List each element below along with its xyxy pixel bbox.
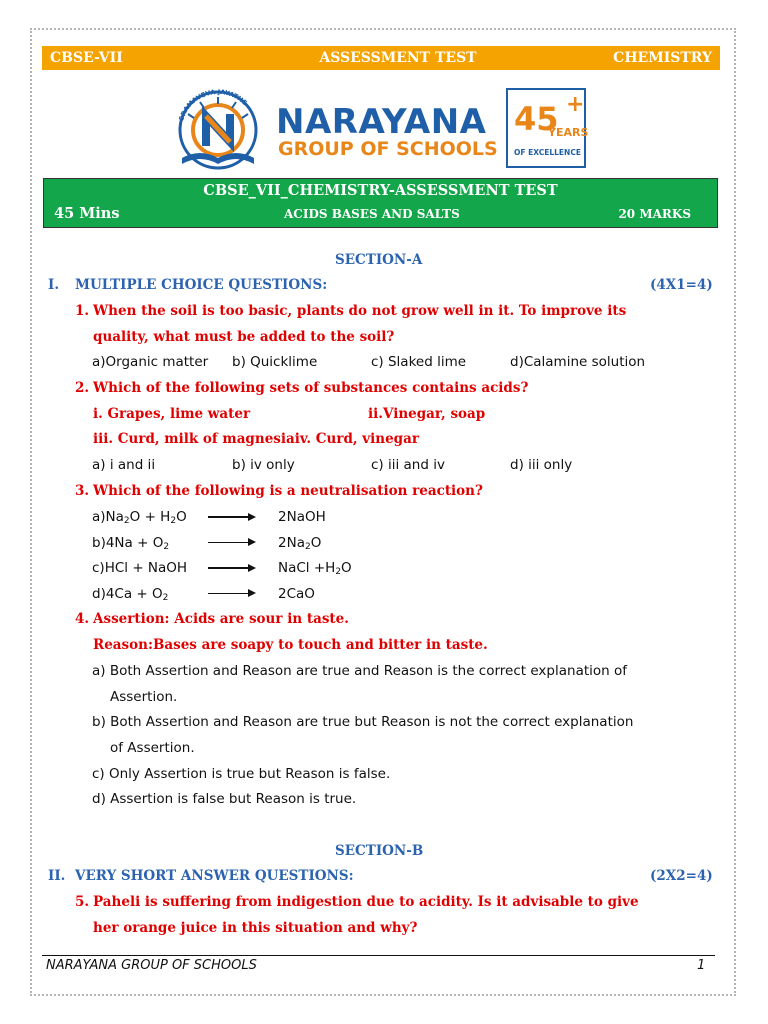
q4-option-b-line2: of Assertion. (110, 740, 195, 756)
reaction-lhs-a: 4Ca + O (105, 585, 163, 602)
q4-reason: Reason:Bases are soapy to touch and bitter in taste. (93, 637, 488, 653)
q3-text: Which of the following is a neutralisation reaction? (93, 483, 483, 499)
reaction-rhs-a: NaCl +H (278, 560, 336, 576)
q3-number: 3. (75, 483, 90, 499)
test-marks: 20 MARKS (618, 207, 691, 221)
q4-option-b-line1: b) Both Assertion and Reason are true but Reason is not the correct explanation (92, 714, 634, 730)
q5-line1: Paheli is suffering from indigestion due to acidity. Is it advisable to give (93, 894, 639, 910)
reaction-lhs-c: O (176, 509, 187, 525)
reaction-rhs-b: O (341, 560, 352, 576)
q4-option-c: c) Only Assertion is true but Reason is false. (92, 766, 391, 782)
narayana-emblem-icon (168, 84, 268, 170)
reaction-lhs-a-sub: 2 (123, 516, 130, 526)
section-b-marks: (2X2=4) (650, 868, 713, 884)
reaction-rhs (278, 586, 315, 603)
reaction-label: d) (92, 585, 106, 602)
q2-option-c: c) iii and iv (371, 457, 445, 473)
q2-option-a: a) i and ii (92, 457, 156, 473)
header-grade: CBSE-VII (50, 50, 123, 66)
q2-set-ii: ii.Vinegar, soap (368, 406, 486, 422)
reaction-label: b) (92, 534, 106, 551)
header-bar (42, 46, 720, 70)
q2-option-d: d) iii only (510, 457, 573, 473)
reaction-label: a) (92, 509, 106, 525)
reaction-lhs (92, 560, 187, 577)
reaction-lhs-a: HCl + NaOH (104, 560, 188, 576)
test-title-bar (43, 178, 718, 228)
q2-set-i: i. Grapes, lime water (93, 406, 251, 422)
q5-line2: her orange juice in this situation and why? (93, 920, 418, 936)
header-subject: CHEMISTRY (613, 50, 712, 66)
section-b-heading: SECTION-B (335, 843, 424, 859)
badge-plus: + (566, 92, 585, 117)
section-b-label: VERY SHORT ANSWER QUESTIONS: (75, 868, 354, 884)
section-a-label: MULTIPLE CHOICE QUESTIONS: (75, 277, 328, 293)
footer-page-number: 1 (697, 958, 706, 973)
section-a-roman: I. (48, 277, 60, 293)
reaction-lhs-a-sub: 2 (163, 541, 170, 552)
badge-number: 45 (514, 100, 559, 138)
section-a-marks: (4X1=4) (650, 277, 713, 293)
section-b-roman: II. (48, 868, 66, 884)
logo-motto: SRAMAVEVA JAYATHE (177, 87, 249, 122)
q4-option-a-line1: a) Both Assertion and Reason are true and Reason is the correct explanation of (92, 663, 628, 679)
reaction-arrow-icon (208, 516, 254, 518)
reaction-lhs (92, 509, 187, 526)
reaction-rhs-a-sub: 2 (304, 541, 311, 552)
reaction-lhs (92, 535, 169, 552)
reaction-lhs (92, 586, 168, 603)
reaction-rhs (278, 535, 321, 552)
q4-assertion: Assertion: Acids are sour in taste. (93, 611, 349, 627)
reaction-rhs-a: 2NaOH (278, 509, 326, 525)
q1-line1: When the soil is too basic, plants do not grow well in it. To improve its (93, 303, 627, 319)
reaction-rhs-b: O (310, 534, 322, 551)
brand-name: NARAYANA (276, 102, 487, 142)
q2-number: 2. (75, 380, 90, 396)
test-title: CBSE_VII_CHEMISTRY-ASSESSMENT TEST (203, 182, 558, 199)
test-duration: 45 Mins (54, 205, 120, 222)
q1-option-b: b) Quicklime (232, 354, 318, 370)
header-test: ASSESSMENT TEST (319, 50, 477, 66)
reaction-arrow-icon (208, 567, 254, 569)
q1-number: 1. (75, 303, 90, 319)
test-topic: ACIDS BASES AND SALTS (284, 207, 460, 221)
q2-option-b: b) iv only (232, 457, 295, 473)
reaction-label: c) (92, 560, 105, 576)
q4-option-d: d) Assertion is false but Reason is true. (92, 791, 357, 807)
reaction-rhs-a: 2Na (278, 534, 305, 551)
q5-number: 5. (75, 894, 90, 910)
q1-option-d: d)Calamine solution (510, 354, 646, 370)
q1-option-c: c) Slaked lime (371, 354, 467, 370)
years-badge (506, 88, 589, 168)
reaction-lhs-a: 4Na + O (105, 534, 164, 551)
reaction-lhs-a: Na (105, 509, 124, 525)
footer-divider (42, 955, 715, 956)
brand-subtitle: GROUP OF SCHOOLS (278, 138, 498, 160)
reaction-rhs-a: 2CaO (278, 585, 315, 602)
reaction-rhs (278, 560, 352, 577)
q2-text: Which of the following sets of substances contains acids? (93, 380, 529, 396)
q1-option-a: a)Organic matter (92, 354, 209, 370)
reaction-arrow-icon (208, 542, 254, 544)
reaction-lhs-b: O + H (129, 509, 171, 525)
q1-line2: quality, what must be added to the soil? (93, 329, 395, 345)
badge-excellence: OF EXCELLENCE (514, 148, 581, 157)
q2-set-iii-iv: iii. Curd, milk of magnesiaiv. Curd, vinegar (93, 431, 419, 447)
section-a-heading: SECTION-A (335, 252, 423, 268)
q4-option-a-line2: Assertion. (110, 689, 178, 705)
q4-number: 4. (75, 611, 90, 627)
reaction-rhs-a-sub: 2 (335, 567, 342, 577)
reaction-lhs-b-sub: 2 (170, 516, 177, 526)
reaction-arrow-icon (208, 593, 254, 595)
reaction-rhs (278, 509, 326, 526)
footer-school: NARAYANA GROUP OF SCHOOLS (46, 958, 257, 973)
reaction-lhs-a-sub: 2 (162, 592, 169, 603)
school-logo (168, 84, 588, 170)
badge-years: YEARS (548, 126, 589, 139)
